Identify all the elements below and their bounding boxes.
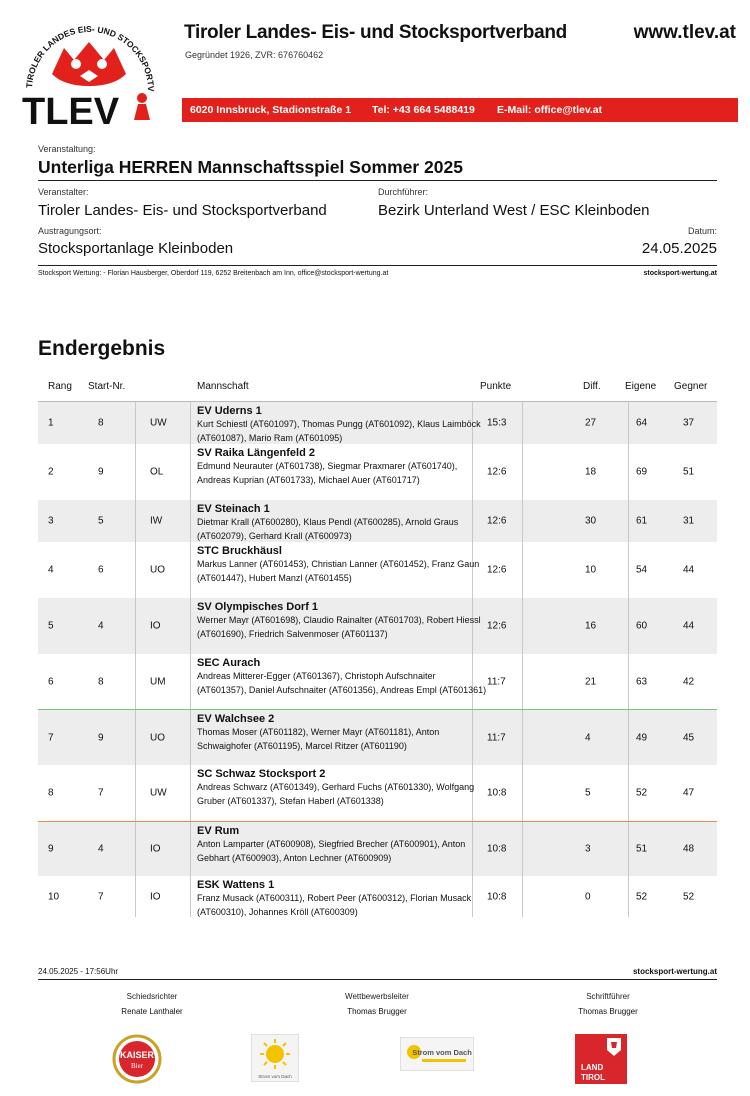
- table-row: [38, 402, 717, 444]
- column-divider: [522, 765, 523, 821]
- column-divider: [135, 654, 136, 709]
- column-divider: [190, 500, 191, 542]
- sponsor-land-tirol-logo: [575, 1034, 627, 1084]
- clerk-signature: [528, 992, 688, 1016]
- team-members: Kurt Schiestl (AT601097), Thomas Pungg (AT601092), Klaus Laimböck (AT601087), Mario Ram (AT601095): [197, 419, 481, 443]
- column-divider: [135, 402, 136, 444]
- region-cell: UM: [150, 676, 166, 687]
- clerk-role: Schriftführer: [586, 992, 630, 1001]
- column-divider: [522, 598, 523, 654]
- rank-cell: 4: [48, 564, 54, 576]
- region-cell: UW: [150, 417, 167, 429]
- kaiser-text: KAISER: [119, 1050, 155, 1060]
- points-cell: 10:8: [487, 891, 507, 902]
- director-signature: [297, 992, 457, 1016]
- referee-signature: [72, 992, 232, 1016]
- team-members: Markus Lanner (AT601453), Christian Lanner (AT601452), Franz Gaun (AT601447), Hubert Manzl (AT601455): [197, 559, 480, 583]
- points-cell: 11:7: [487, 732, 506, 743]
- diff-cell: 5: [585, 787, 591, 799]
- team-name: EV Uderns 1: [197, 405, 262, 417]
- opponent-points-cell: 52: [683, 891, 695, 902]
- sponsor-strom-logo: [400, 1037, 474, 1071]
- opponent-points-cell: 47: [683, 787, 695, 799]
- start-number-cell: 9: [98, 466, 104, 478]
- points-cell: 11:7: [487, 676, 506, 687]
- column-divider: [135, 542, 136, 598]
- column-divider: [522, 500, 523, 542]
- team-name: SV Raika Längenfeld 2: [197, 447, 315, 459]
- start-number-cell: 9: [98, 732, 104, 743]
- team-members: Andreas Schwarz (AT601349), Gerhard Fuchs (AT601330), Wolfgang Gruber (AT601337), Stefan Haberl (AT601338): [197, 782, 475, 806]
- column-divider: [628, 876, 629, 917]
- table-row: [38, 654, 717, 709]
- header-own: Eigene: [625, 381, 657, 392]
- organizer-label: Veranstalter:: [38, 187, 89, 197]
- start-number-cell: 4: [98, 843, 104, 855]
- rank-cell: 9: [48, 843, 54, 855]
- table-row: [38, 765, 717, 821]
- table-row: [38, 876, 717, 917]
- own-points-cell: 60: [636, 620, 648, 632]
- points-cell: 12:6: [487, 515, 507, 527]
- rank-cell: 3: [48, 515, 54, 527]
- region-cell: UO: [150, 732, 165, 743]
- header-diff: Diff.: [583, 381, 601, 392]
- table-row: [38, 500, 717, 542]
- table-row: [38, 821, 717, 876]
- executor-value: Bezirk Unterland West / ESC Kleinboden: [378, 202, 650, 219]
- opponent-points-cell: 31: [683, 515, 695, 527]
- rank-cell: 1: [48, 417, 54, 429]
- clerk-name: Thomas Brugger: [578, 1007, 638, 1016]
- venue-value: Stocksportanlage Kleinboden: [38, 240, 234, 257]
- print-timestamp: 24.05.2025 - 17:56Uhr: [38, 967, 119, 976]
- column-divider: [190, 765, 191, 821]
- team-members: Werner Mayr (AT601698), Claudio Rainalter (AT601703), Robert Hiessl (AT601690), Friedrich Salvenmoser (AT601137): [197, 615, 481, 639]
- results-table: [38, 401, 717, 917]
- diff-cell: 16: [585, 620, 597, 632]
- own-points-cell: 63: [636, 676, 648, 687]
- column-divider: [190, 542, 191, 598]
- column-divider: [135, 822, 136, 876]
- logo-arc-text: TIROLER LANDES EIS- UND STOCKSPORTV: [23, 23, 157, 92]
- opponent-points-cell: 44: [683, 620, 695, 632]
- header-team: Mannschaft: [197, 381, 249, 392]
- team-name: EV Walchsee 2: [197, 713, 275, 725]
- column-divider: [522, 710, 523, 765]
- sponsor-kaiser-logo: [112, 1034, 162, 1084]
- diff-cell: 27: [585, 417, 597, 429]
- divider: [38, 265, 717, 266]
- diff-cell: 10: [585, 564, 597, 576]
- rank-cell: 8: [48, 787, 54, 799]
- director-name: Thomas Brugger: [347, 1007, 407, 1016]
- table-row: [38, 542, 717, 598]
- column-divider: [522, 542, 523, 598]
- team-name: SEC Aurach: [197, 657, 261, 669]
- region-cell: UW: [150, 787, 167, 799]
- column-divider: [135, 876, 136, 917]
- team-name: SV Olympisches Dorf 1: [197, 601, 319, 613]
- team-name: EV Rum: [197, 825, 240, 837]
- sponsor-sun-logo: [251, 1034, 299, 1082]
- column-divider: [190, 598, 191, 654]
- own-points-cell: 52: [636, 787, 648, 799]
- column-divider: [628, 710, 629, 765]
- team-members: Thomas Moser (AT601182), Werner Mayr (AT601181), Anton Schwaighofer (AT601195), Marcel Ritzer (AT601190): [197, 727, 440, 751]
- date-label: Datum:: [687, 226, 717, 236]
- opponent-points-cell: 45: [683, 732, 695, 743]
- opponent-points-cell: 37: [683, 417, 695, 429]
- region-cell: UO: [150, 564, 165, 576]
- organization-name: Tiroler Landes- Eis- und Stocksportverband: [184, 22, 567, 43]
- rank-cell: 10: [48, 891, 60, 902]
- opponent-points-cell: 51: [683, 466, 695, 478]
- column-divider: [190, 876, 191, 917]
- table-row: [38, 598, 717, 654]
- column-divider: [190, 710, 191, 765]
- team-name: EV Steinach 1: [197, 503, 270, 515]
- diff-cell: 18: [585, 466, 597, 478]
- start-number-cell: 7: [98, 891, 104, 902]
- column-divider: [628, 598, 629, 654]
- column-divider: [628, 765, 629, 821]
- strom-text: Strom vom Dach: [412, 1048, 472, 1057]
- letterhead: [0, 0, 750, 135]
- column-divider: [628, 542, 629, 598]
- column-divider: [135, 765, 136, 821]
- divider: [38, 979, 717, 980]
- points-cell: 10:8: [487, 787, 507, 799]
- event-label: Veranstaltung:: [38, 144, 96, 154]
- column-divider: [628, 654, 629, 709]
- organization-founded: Gegründet 1926, ZVR: 676760462: [185, 50, 324, 60]
- tlev-logo-graphic: [14, 12, 164, 128]
- start-number-cell: 7: [98, 787, 104, 799]
- scoring-info: Stocksport Wertung: - Florian Hausberger, Oberdorf 119, 6252 Breitenbach am Inn, office@stocksport-wertung.at: [38, 270, 389, 277]
- region-cell: IO: [150, 891, 161, 902]
- organization-website[interactable]: www.tlev.at: [633, 22, 736, 43]
- team-members: Andreas Mitterer-Egger (AT601367), Christoph Aufschnaiter (AT601357), Daniel Aufschnaiter (AT601356), Andreas Empl (AT601361): [197, 671, 487, 695]
- own-points-cell: 64: [636, 417, 648, 429]
- points-cell: 15:3: [487, 417, 507, 429]
- header-opp: Gegner: [674, 381, 708, 392]
- logo-letters: TLEV: [22, 91, 120, 128]
- diff-cell: 0: [585, 891, 591, 902]
- referee-role: Schiedsrichter: [126, 992, 178, 1001]
- team-members: Dietmar Krall (AT600280), Klaus Pendl (AT600285), Arnold Graus (AT602079), Gerhard Krall (AT600973): [197, 517, 459, 541]
- own-points-cell: 54: [636, 564, 648, 576]
- column-divider: [628, 500, 629, 542]
- event-title: Unterliga HERREN Mannschaftsspiel Sommer 2025: [38, 157, 463, 177]
- organizer-value: Tiroler Landes- Eis- und Stocksportverband: [38, 202, 327, 219]
- region-cell: OL: [150, 466, 164, 478]
- column-divider: [522, 822, 523, 876]
- sun-logo-text: Strom vom Dach: [258, 1074, 292, 1079]
- start-number-cell: 4: [98, 620, 104, 632]
- contact-bar: [182, 98, 738, 122]
- own-points-cell: 52: [636, 891, 648, 902]
- own-points-cell: 69: [636, 466, 648, 478]
- tlev-logo: [14, 12, 164, 128]
- column-divider: [135, 444, 136, 500]
- scoring-website[interactable]: stocksport-wertung.at: [643, 270, 717, 277]
- contact-address: 6020 Innsbruck, Stadionstraße 1: [190, 104, 352, 116]
- header-start: Start-Nr.: [88, 381, 126, 392]
- opponent-points-cell: 48: [683, 843, 695, 855]
- diff-cell: 30: [585, 515, 597, 527]
- contact-email[interactable]: E-Mail: office@tlev.at: [497, 104, 603, 116]
- own-points-cell: 51: [636, 843, 648, 855]
- opponent-points-cell: 42: [683, 676, 695, 687]
- opponent-points-cell: 44: [683, 564, 695, 576]
- team-name: SC Schwaz Stocksport 2: [197, 768, 326, 780]
- team-members: Franz Musack (AT600311), Robert Peer (AT600312), Florian Musack (AT600310), Johannes Kröll (AT600309): [197, 893, 472, 917]
- column-divider: [135, 598, 136, 654]
- team-name: STC Bruckhäusl: [197, 545, 282, 557]
- results-table-header: [38, 381, 717, 401]
- footer-website[interactable]: stocksport-wertung.at: [632, 967, 717, 976]
- team-members: Anton Lamparter (AT600908), Siegfried Brecher (AT600901), Anton Gebhart (AT600903), Anton Lechner (AT600909): [197, 839, 466, 863]
- column-divider: [522, 876, 523, 917]
- region-cell: IW: [150, 515, 163, 527]
- kaiser-sub-text: Bier: [130, 1062, 144, 1070]
- team-name: ESK Wattens 1: [197, 879, 275, 891]
- column-divider: [190, 402, 191, 444]
- points-cell: 12:6: [487, 466, 507, 478]
- venue-label: Austragungsort:: [38, 226, 102, 236]
- start-number-cell: 8: [98, 417, 104, 429]
- region-cell: IO: [150, 620, 161, 632]
- director-role: Wettbewerbsleiter: [345, 992, 409, 1001]
- region-cell: IO: [150, 843, 161, 855]
- table-row: [38, 709, 717, 765]
- contact-phone: Tel: +43 664 5488419: [372, 104, 475, 116]
- column-divider: [190, 444, 191, 500]
- column-divider: [190, 654, 191, 709]
- diff-cell: 4: [585, 732, 591, 743]
- rank-cell: 6: [48, 676, 54, 687]
- rank-cell: 7: [48, 732, 54, 743]
- rank-cell: 2: [48, 466, 54, 478]
- rank-cell: 5: [48, 620, 54, 632]
- column-divider: [628, 822, 629, 876]
- start-number-cell: 6: [98, 564, 104, 576]
- own-points-cell: 61: [636, 515, 648, 527]
- column-divider: [628, 444, 629, 500]
- own-points-cell: 49: [636, 732, 648, 743]
- column-divider: [190, 822, 191, 876]
- diff-cell: 3: [585, 843, 591, 855]
- column-divider: [522, 402, 523, 444]
- header-rank: Rang: [48, 381, 72, 392]
- column-divider: [522, 444, 523, 500]
- date-value: 24.05.2025: [641, 240, 717, 257]
- column-divider: [628, 402, 629, 444]
- points-cell: 12:6: [487, 564, 507, 576]
- points-cell: 10:8: [487, 843, 507, 855]
- header-points: Punkte: [480, 381, 512, 392]
- referee-name: Renate Lanthaler: [121, 1007, 183, 1016]
- divider: [38, 180, 717, 181]
- column-divider: [135, 500, 136, 542]
- table-row: [38, 444, 717, 500]
- tirol-text: TIROL: [581, 1073, 605, 1082]
- start-number-cell: 8: [98, 676, 104, 687]
- diff-cell: 21: [585, 676, 597, 687]
- executor-label: Durchführer:: [378, 187, 429, 197]
- team-members: Edmund Neurauter (AT601738), Siegmar Praxmarer (AT601740), Andreas Kuprian (AT601733), Michael Auer (AT601717): [197, 461, 458, 485]
- column-divider: [522, 654, 523, 709]
- land-text: LAND: [581, 1063, 604, 1072]
- start-number-cell: 5: [98, 515, 104, 527]
- results-title: Endergebnis: [38, 337, 166, 360]
- column-divider: [135, 710, 136, 765]
- points-cell: 12:6: [487, 620, 507, 632]
